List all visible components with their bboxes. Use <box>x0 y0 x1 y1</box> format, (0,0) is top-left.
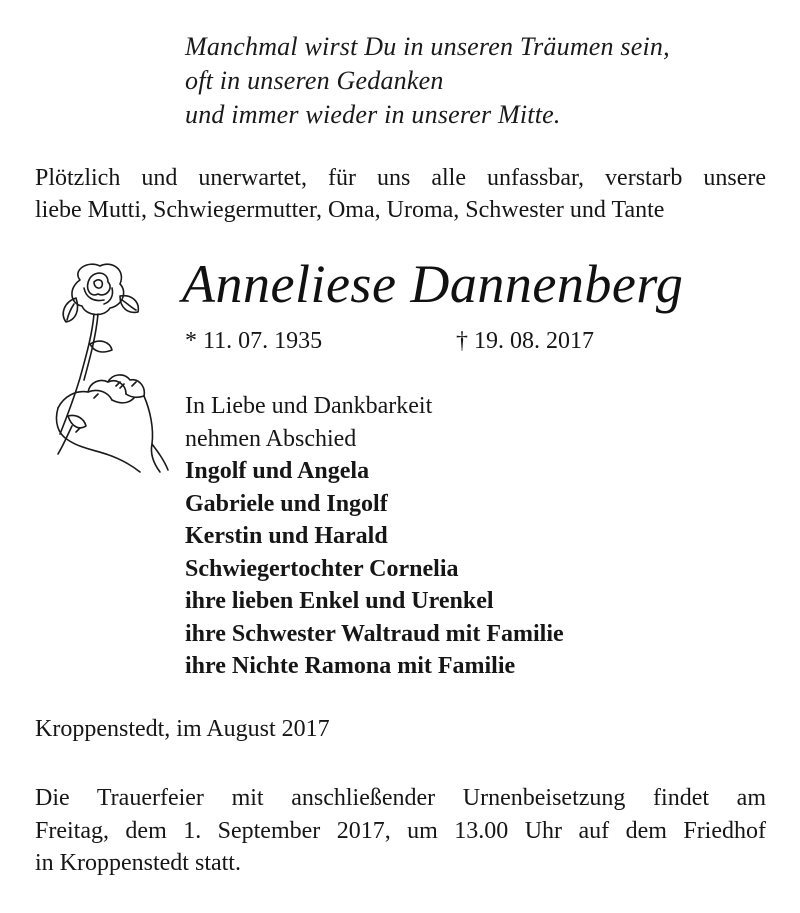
memorial-poem <box>185 30 765 132</box>
poem-line: und immer wieder in unserer Mitte. <box>185 100 561 129</box>
ceremony-line: Freitag, dem 1. September 2017, um 13.00 Uhr auf dem Friedhof <box>35 817 766 844</box>
death-date: † 19. 08. 2017 <box>456 328 594 354</box>
mourner-name: ihre Schwester Waltraud mit Familie <box>185 620 564 647</box>
announcement-line: Plötzlich und unerwartet, für uns alle unfassbar, verstarb unsere <box>35 165 766 191</box>
mourner-name: ihre Nichte Ramona mit Familie <box>185 653 516 679</box>
ceremony-line: Die Trauerfeier mit anschließender Urnenbeisetzung findet am <box>35 785 766 811</box>
mourner-name: Gabriele und Ingolf <box>185 490 388 517</box>
ceremony-line: in Kroppenstedt statt. <box>35 850 241 876</box>
mourners-list <box>185 390 785 683</box>
funeral-ceremony-info <box>35 782 766 880</box>
mourner-name: Kerstin und Harald <box>185 523 388 549</box>
announcement-line: liebe Mutti, Schwiegermutter, Oma, Uroma, Schwester und Tante <box>35 197 665 223</box>
poem-line: oft in unseren Gedanken <box>185 66 444 95</box>
birth-date: * 11. 07. 1935 <box>185 328 323 354</box>
hand-holding-rose-icon <box>28 258 178 480</box>
mourners-intro-line: nehmen Abschied <box>185 425 357 452</box>
mourners-intro-line: In Liebe und Dankbarkeit <box>185 393 433 419</box>
mourner-name: ihre lieben Enkel und Urenkel <box>185 588 494 614</box>
mourner-name: Ingolf und Angela <box>185 458 370 484</box>
deceased-name: Anneliese Dannenberg <box>182 254 684 314</box>
poem-line: Manchmal wirst Du in unseren Träumen sein, <box>185 32 670 61</box>
mourner-name: Schwiegertochter Cornelia <box>185 555 459 582</box>
death-announcement <box>35 162 766 226</box>
place-and-date: Kroppenstedt, im August 2017 <box>35 716 330 742</box>
